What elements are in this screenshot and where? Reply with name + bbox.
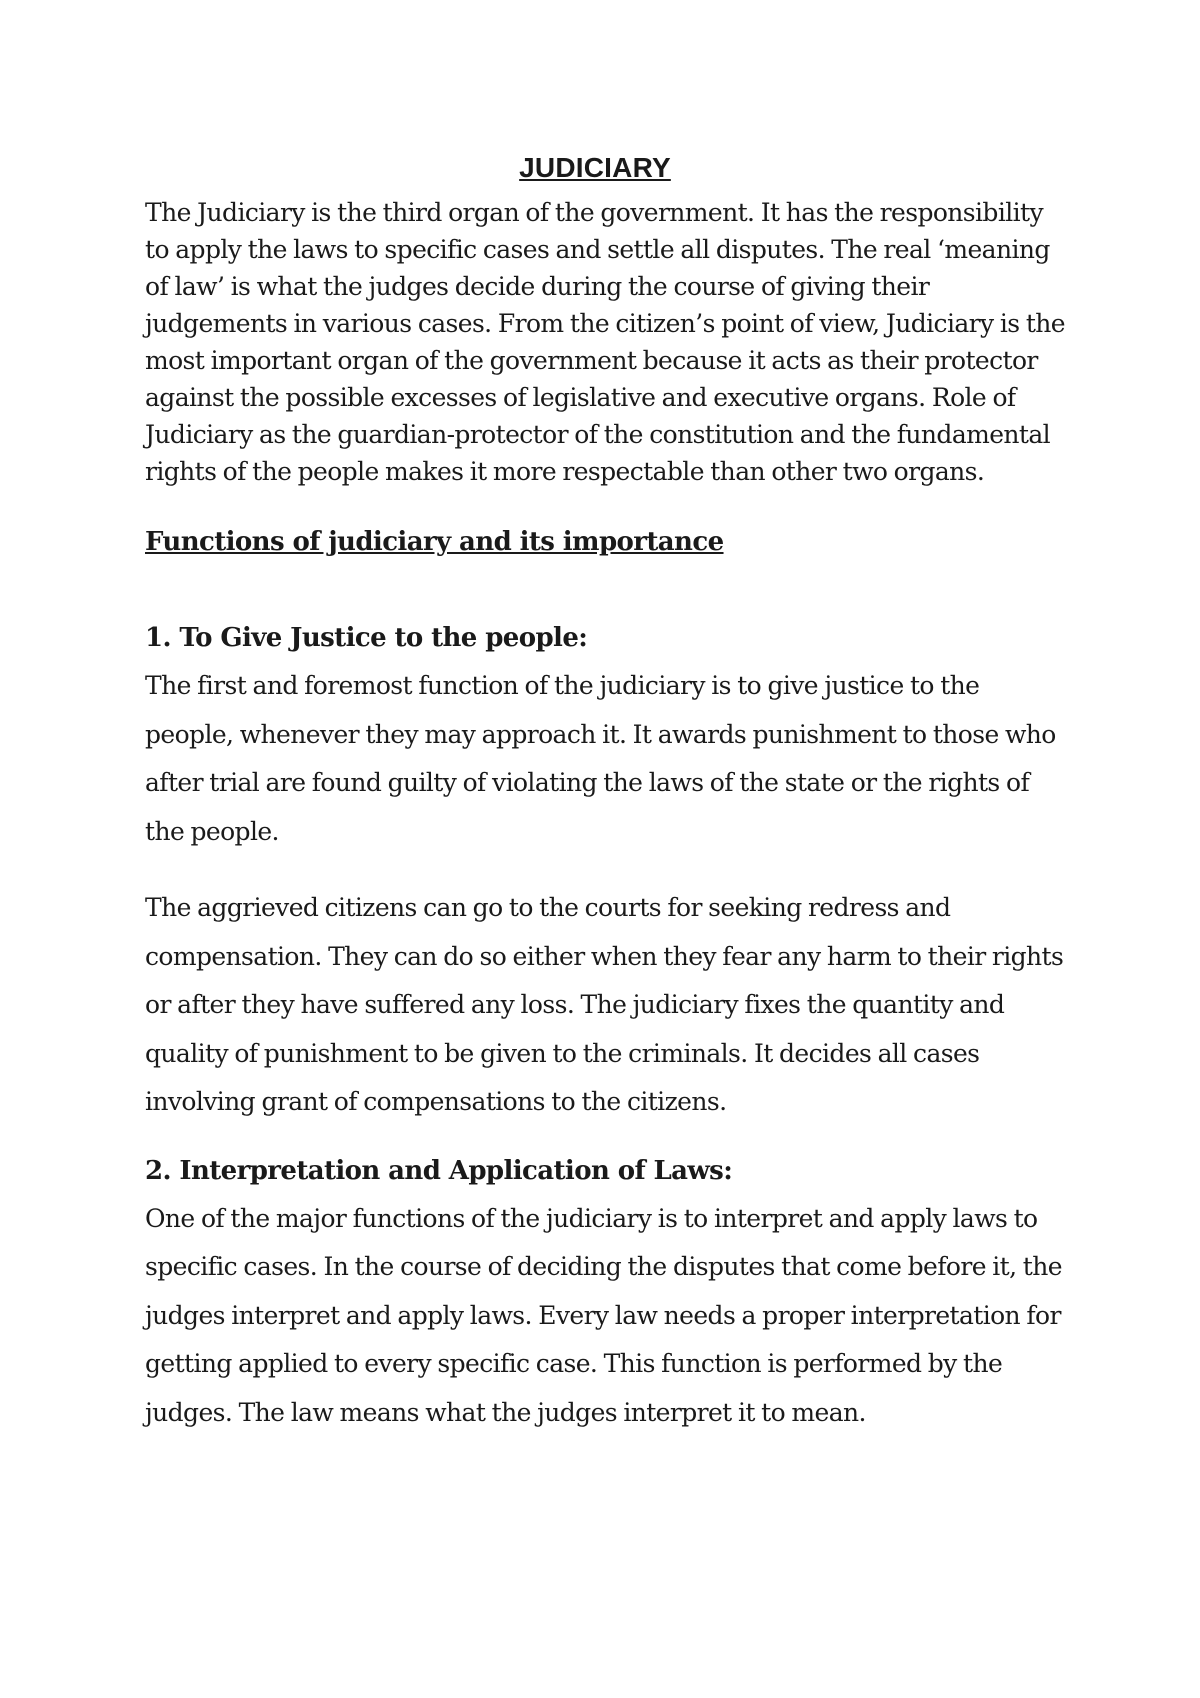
function-1-heading: 1. To Give Justice to the people:	[145, 623, 588, 653]
section-heading: Functions of judiciary and its importance	[145, 527, 724, 557]
function-2-paragraph-1: One of the major functions of the judiciary is to interpret and apply laws to specific cases. In the course of deciding the disputes that come before it, the judges interpret and apply laws. Every law needs a proper interpretation for getting applied to every specific case. This function is performed by the judges. The law means what the judges interpret it to mean.	[145, 1203, 1062, 1427]
intro-paragraph: The Judiciary is the third organ of the government. It has the responsibility to apply the laws to specific cases and settle all disputes. The real ‘meaning of law’ is what the judges decide during the course of giving their judgements in various cases. From the citizen’s point of view, Judiciary is the most important organ of the government because it acts as their protector against the possible excesses of legislative and executive organs. Role of Judiciary as the guardian-protector of the constitution and the fundamental rights of the people makes it more respectable than other two organs.	[145, 198, 1065, 486]
document-page	[145, 150, 1065, 1437]
function-2-heading: 2. Interpretation and Application of Laws:	[145, 1155, 733, 1186]
function-1-paragraph-2: The aggrieved citizens can go to the courts for seeking redress and compensation. They can do so either when they fear any harm to their rights or after they have suffered any loss. The judiciary fixes the quantity and quality of punishment to be given to the criminals. It decides all cases involving grant of compensations to the citizens.	[145, 893, 1064, 1116]
page-title: JUDICIARY	[519, 152, 671, 183]
function-1-paragraph-1: The first and foremost function of the judiciary is to give justice to the people, whenever they may approach it. It awards punishment to those who after trial are found guilty of violating the laws of the state or the rights of the people.	[145, 671, 1056, 846]
